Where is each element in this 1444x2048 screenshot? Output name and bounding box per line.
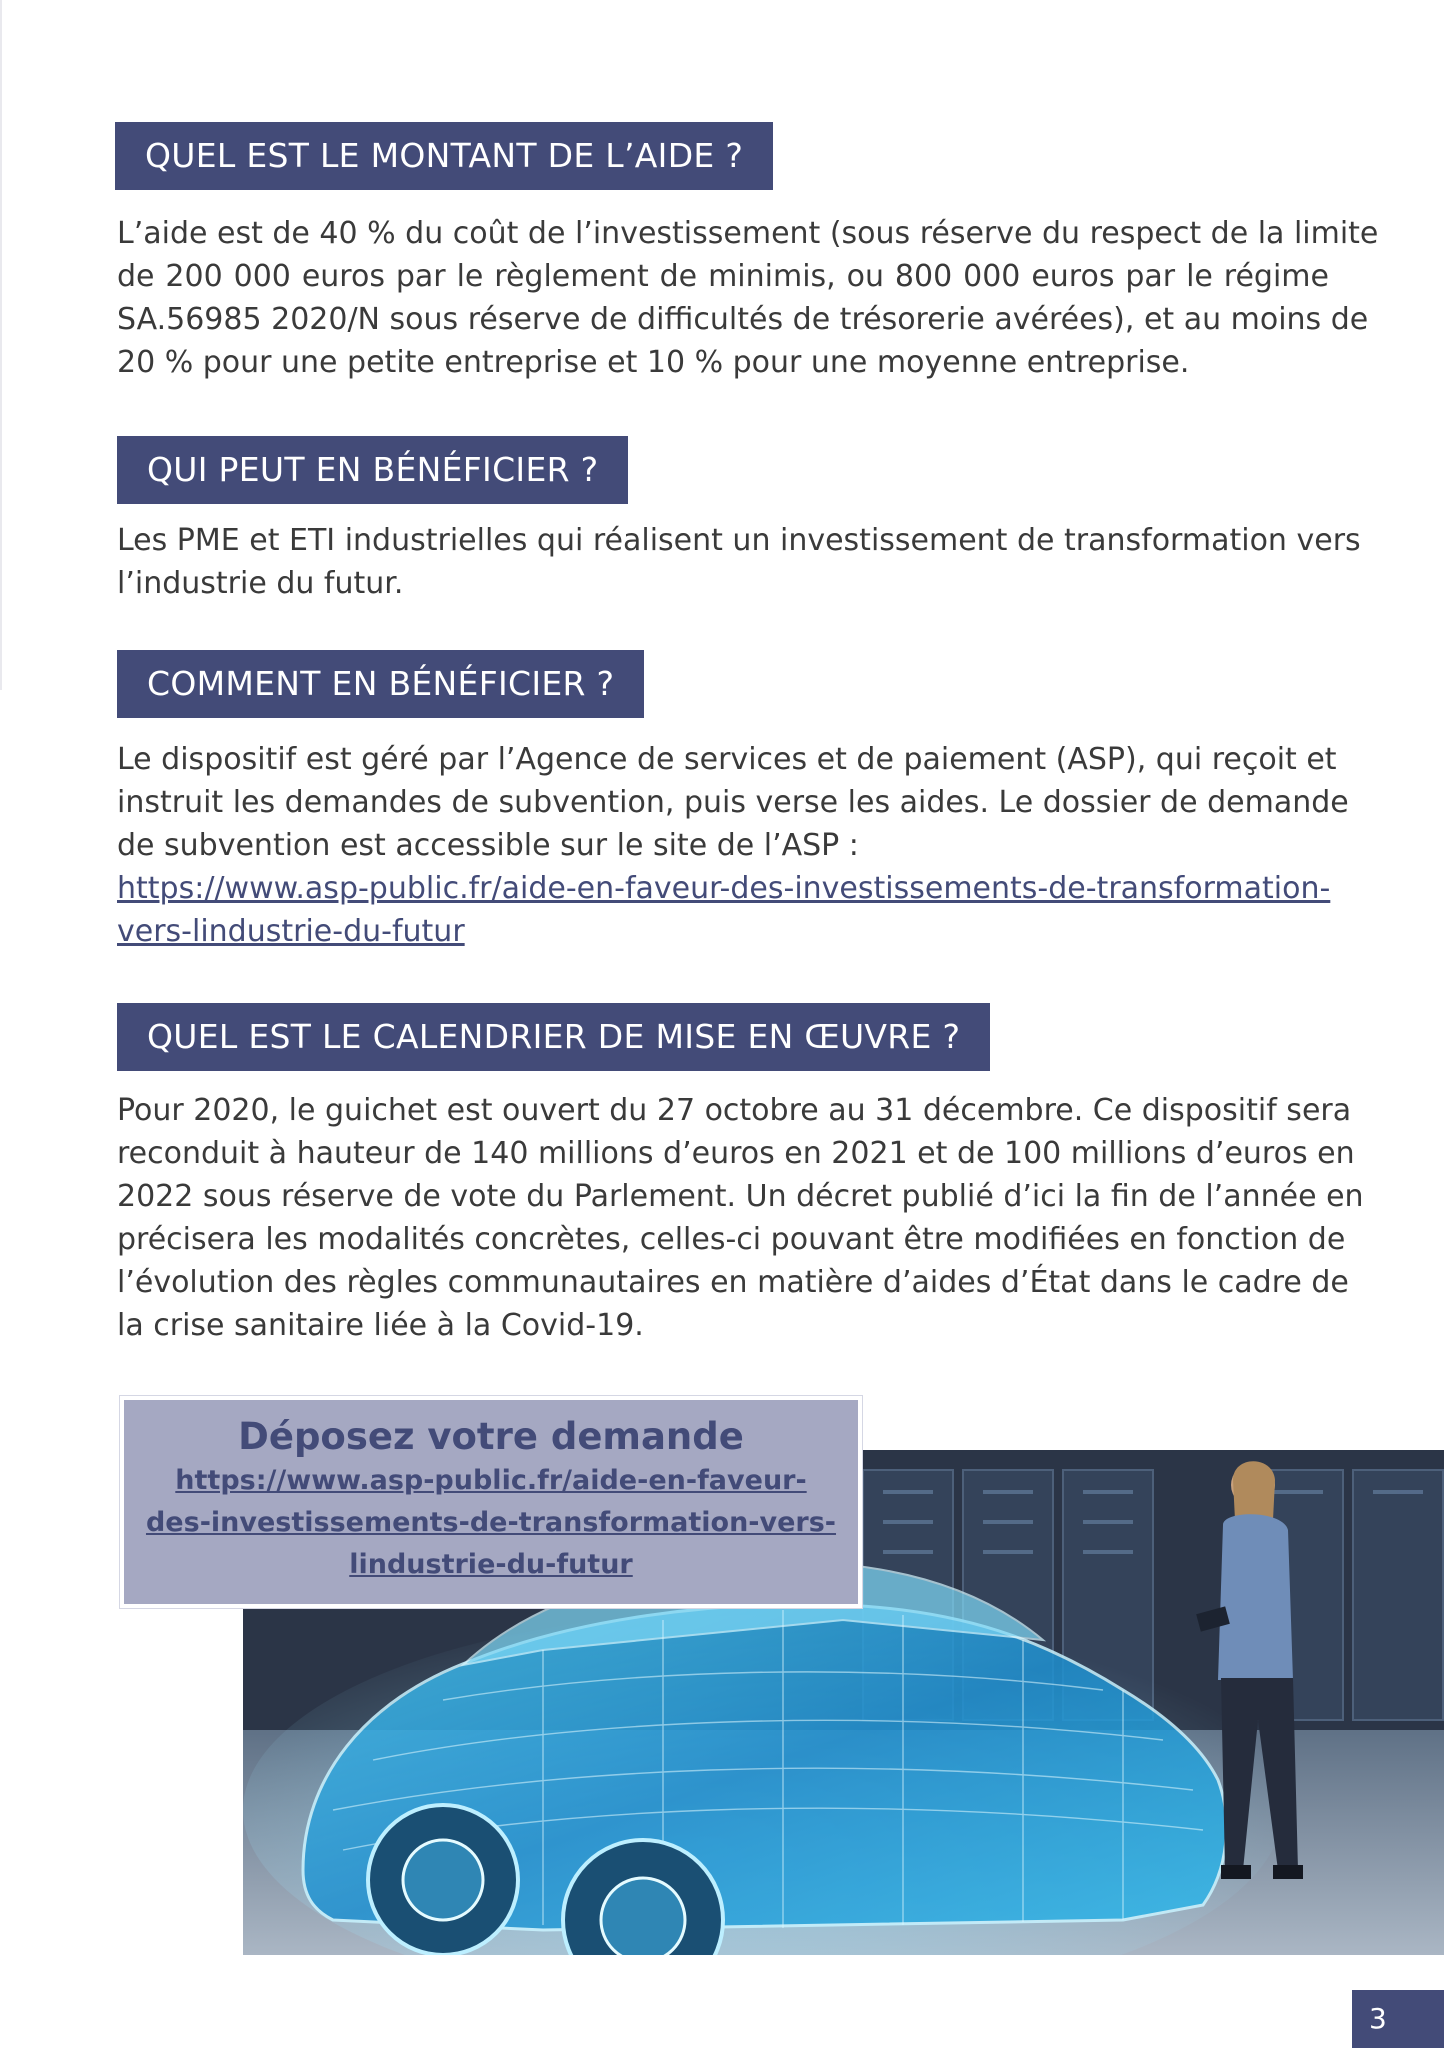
callout-link-line-1[interactable]: https://www.asp-public.fr/aide-en-faveur- <box>175 1465 807 1496</box>
heading-comment: COMMENT EN BÉNÉFICIER ? <box>117 650 644 718</box>
text-line: de subvention est accessible sur le site de l’ASP : <box>117 828 859 863</box>
callout-deposer-demande <box>120 1396 862 1608</box>
text-line: la crise sanitaire liée à la Covid-19. <box>117 1308 644 1343</box>
text-line: l’industrie du futur. <box>117 566 404 601</box>
callout-link-line-2[interactable]: des-investissements-de-transformation-vers- <box>145 1507 837 1538</box>
asp-link[interactable]: https://www.asp-public.fr/aide-en-faveur-des-investissements-de-transformation- <box>117 871 1331 906</box>
callout-title: Déposez votre demande <box>238 1415 744 1458</box>
heading-calendrier: QUEL EST LE CALENDRIER DE MISE EN ŒUVRE ? <box>117 1003 990 1071</box>
paragraph-montant <box>117 212 1379 384</box>
paragraph-comment <box>117 738 1349 953</box>
text-line: 20 % pour une petite entreprise et 10 % pour une moyenne entreprise. <box>117 345 1190 380</box>
heading-montant: QUEL EST LE MONTANT DE L’AIDE ? <box>115 122 773 190</box>
page-number: 3 <box>1352 1990 1444 2048</box>
heading-beneficiaires: QUI PEUT EN BÉNÉFICIER ? <box>117 436 628 504</box>
text-line: Les PME et ETI industrielles qui réalisent un investissement de transformation vers <box>117 523 1361 558</box>
text-line: reconduit à hauteur de 140 millions d’euros en 2021 et de 100 millions d’euros en <box>117 1136 1355 1171</box>
paragraph-beneficiaires <box>117 519 1361 605</box>
text-line: 2022 sous réserve de vote du Parlement. Un décret publié d’ici la fin de l’année en <box>117 1179 1364 1214</box>
callout-link-line-3[interactable]: lindustrie-du-futur <box>349 1549 633 1580</box>
page-edge-rule <box>0 0 2 690</box>
text-line: l’évolution des règles communautaires en matière d’aides d’État dans le cadre de <box>117 1265 1349 1300</box>
text-line: L’aide est de 40 % du coût de l’investissement (sous réserve du respect de la limite <box>117 216 1379 251</box>
text-line: SA.56985 2020/N sous réserve de difficultés de trésorerie avérées), et au moins de <box>117 302 1369 337</box>
asp-link-continued[interactable]: vers-lindustrie-du-futur <box>117 914 465 949</box>
text-line: Le dispositif est géré par l’Agence de services et de paiement (ASP), qui reçoit et <box>117 742 1337 777</box>
text-line: instruit les demandes de subvention, puis verse les aides. Le dossier de demande <box>117 785 1349 820</box>
text-line: précisera les modalités concrètes, celles-ci pouvant être modifiées en fonction de <box>117 1222 1346 1257</box>
paragraph-calendrier <box>117 1089 1364 1347</box>
text-line: Pour 2020, le guichet est ouvert du 27 octobre au 31 décembre. Ce dispositif sera <box>117 1093 1352 1128</box>
text-line: de 200 000 euros par le règlement de minimis, ou 800 000 euros par le régime <box>117 259 1329 294</box>
